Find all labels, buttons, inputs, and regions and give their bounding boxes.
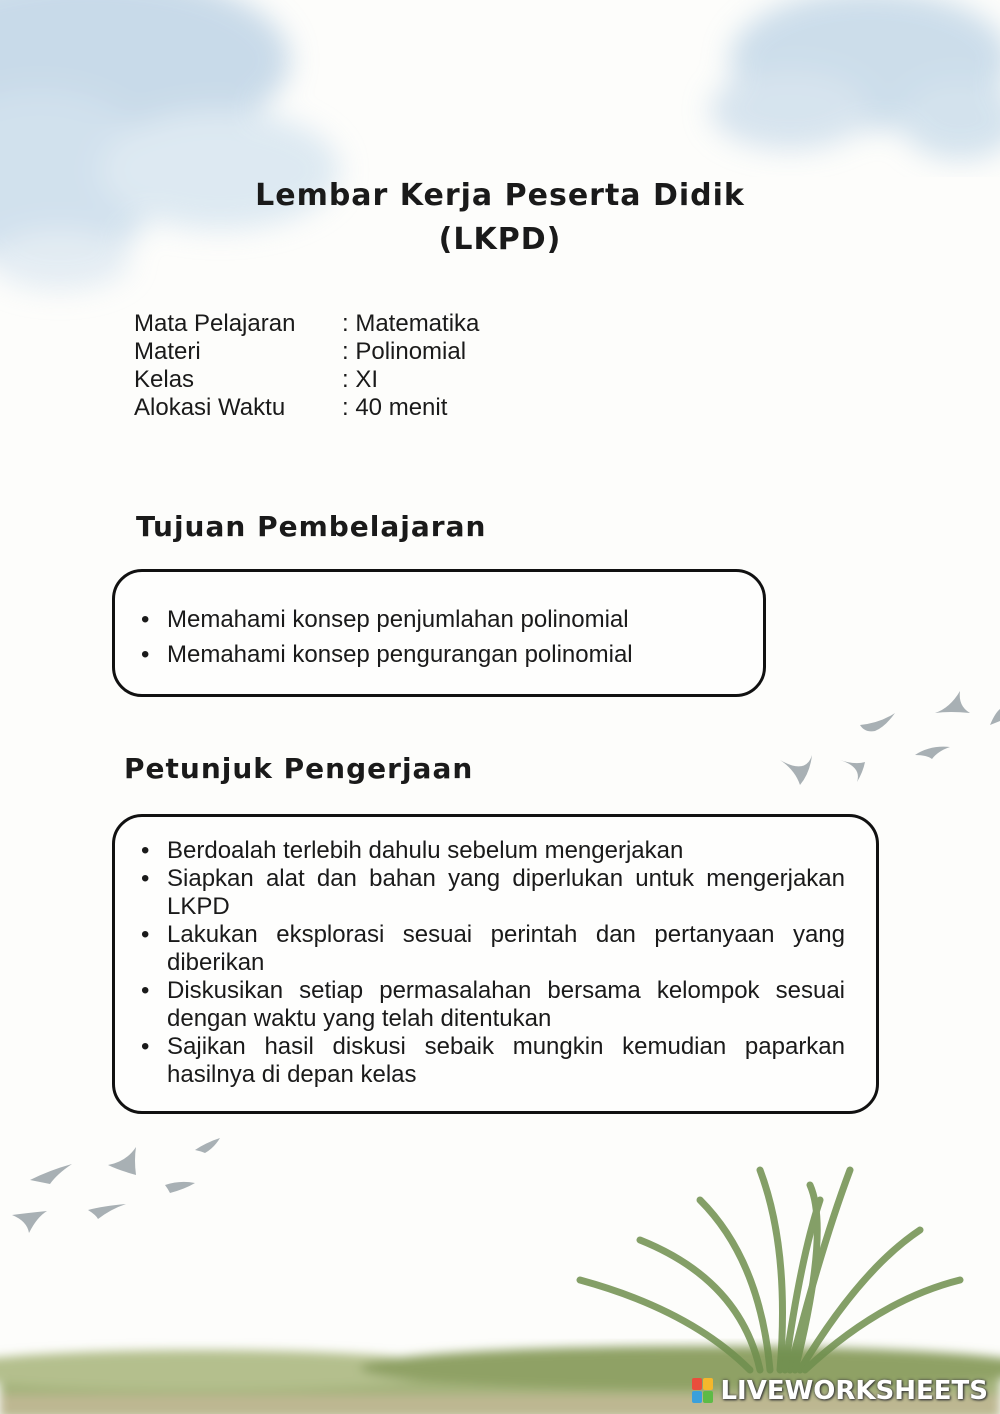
instructions-heading: Petunjuk Pengerjaan <box>124 752 474 785</box>
birds-right <box>780 691 1000 785</box>
instructions-box <box>112 814 879 1114</box>
watermark-text: LIVEWORKSHEETS <box>720 1376 988 1406</box>
list-item: • Siapkan alat dan bahan yang diperlukan untuk mengerjakan LKPD <box>137 865 845 921</box>
info-label: Alokasi Waktu <box>134 394 286 421</box>
info-row-class <box>134 366 479 394</box>
list-item: • Memahami konsep pengurangan polinomial <box>137 637 633 672</box>
title-line-2: (LKPD) <box>438 222 562 257</box>
list-item: • Berdoalah terlebih dahulu sebelum mengerjakan <box>137 837 845 865</box>
liveworksheets-watermark <box>692 1376 988 1406</box>
info-value: : Polinomial <box>342 338 467 365</box>
list-item: • Diskusikan setiap permasalahan bersama kelompok sesuai dengan waktu yang telah ditentukan <box>137 977 845 1033</box>
grass-plant <box>580 1170 960 1370</box>
info-label: Mata Pelajaran <box>134 310 296 337</box>
list-item: • Sajikan hasil diskusi sebaik mungkin kemudian paparkan hasilnya di depan kelas <box>137 1033 845 1089</box>
list-item: • Lakukan eksplorasi sesuai perintah dan pertanyaan yang diberikan <box>137 921 845 977</box>
instructions-list <box>137 837 845 1089</box>
info-value: : 40 menit <box>342 394 448 421</box>
title-line-1: Lembar Kerja Peserta Didik <box>255 178 745 213</box>
info-label: Kelas <box>134 366 195 393</box>
info-value: : XI <box>342 366 379 393</box>
info-row-time <box>134 394 479 422</box>
info-row-material <box>134 338 479 366</box>
info-block <box>134 310 479 422</box>
worksheet-title <box>0 174 1000 262</box>
goals-heading: Tujuan Pembelajaran <box>136 510 487 543</box>
liveworksheets-logo-icon <box>692 1378 714 1404</box>
info-row-subject <box>134 310 479 338</box>
birds-left <box>12 1138 220 1233</box>
info-label: Materi <box>134 338 201 365</box>
list-item: • Memahami konsep penjumlahan polinomial <box>137 602 633 637</box>
cloud-top-right <box>710 0 1000 160</box>
goals-list <box>137 602 633 672</box>
info-value: : Matematika <box>342 310 480 337</box>
goals-box <box>112 569 766 697</box>
